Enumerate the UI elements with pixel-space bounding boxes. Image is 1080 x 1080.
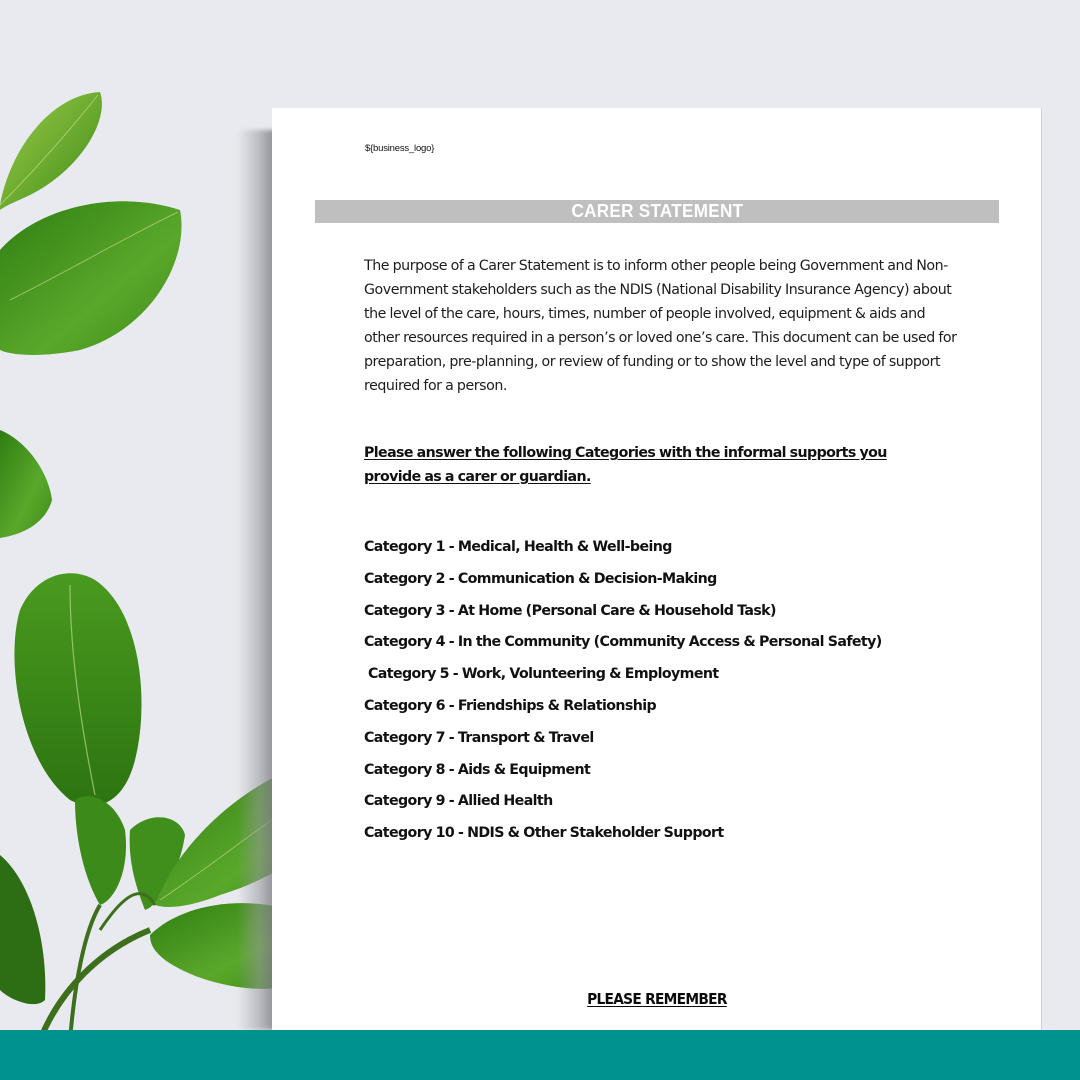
document-title: CARER STATEMENT	[571, 201, 743, 221]
please-remember-heading: PLEASE REMEMBER	[586, 990, 727, 1008]
title-bar	[315, 200, 999, 223]
category-item: Category 8 - Aids & Equipment	[364, 761, 591, 778]
footer-band	[0, 1030, 1080, 1080]
page-shadow	[237, 130, 277, 1030]
category-item: Category 10 - NDIS & Other Stakeholder Support	[364, 825, 724, 842]
category-item: Category 3 - At Home (Personal Care & Household Task)	[364, 602, 776, 619]
category-item: Category 9 - Allied Health	[364, 793, 553, 810]
please-remember-section	[272, 990, 1041, 1009]
intro-paragraph	[364, 254, 964, 398]
category-item: Category 7 - Transport & Travel	[364, 729, 594, 746]
category-list	[364, 534, 882, 852]
intro-text: The purpose of a Carer Statement is to inform other people being Government and Non-Government stakeholders such as the NDIS (National Disability Insurance Agency) about the level of the care, hours, times, number of people involved, equipment & aids and other resources required in a person’s or loved one’s care. This document can be used for preparation, pre-planning, or review of funding or to show the level and type of support required for a person.	[364, 258, 957, 394]
instruction-text: Please answer the following Categories with the informal supports you provide as a carer or guardian.	[364, 445, 887, 485]
category-item: Category 6 - Friendships & Relationship	[364, 697, 657, 714]
category-item: Category 5 - Work, Volunteering & Employment	[368, 666, 719, 683]
business-logo-placeholder: ${business_logo}	[365, 143, 435, 154]
category-item: Category 1 - Medical, Health & Well-being	[364, 539, 672, 555]
category-item: Category 4 - In the Community (Community Access & Personal Safety)	[364, 634, 882, 651]
document-page	[272, 108, 1042, 1048]
category-item: Category 2 - Communication & Decision-Making	[364, 570, 717, 587]
